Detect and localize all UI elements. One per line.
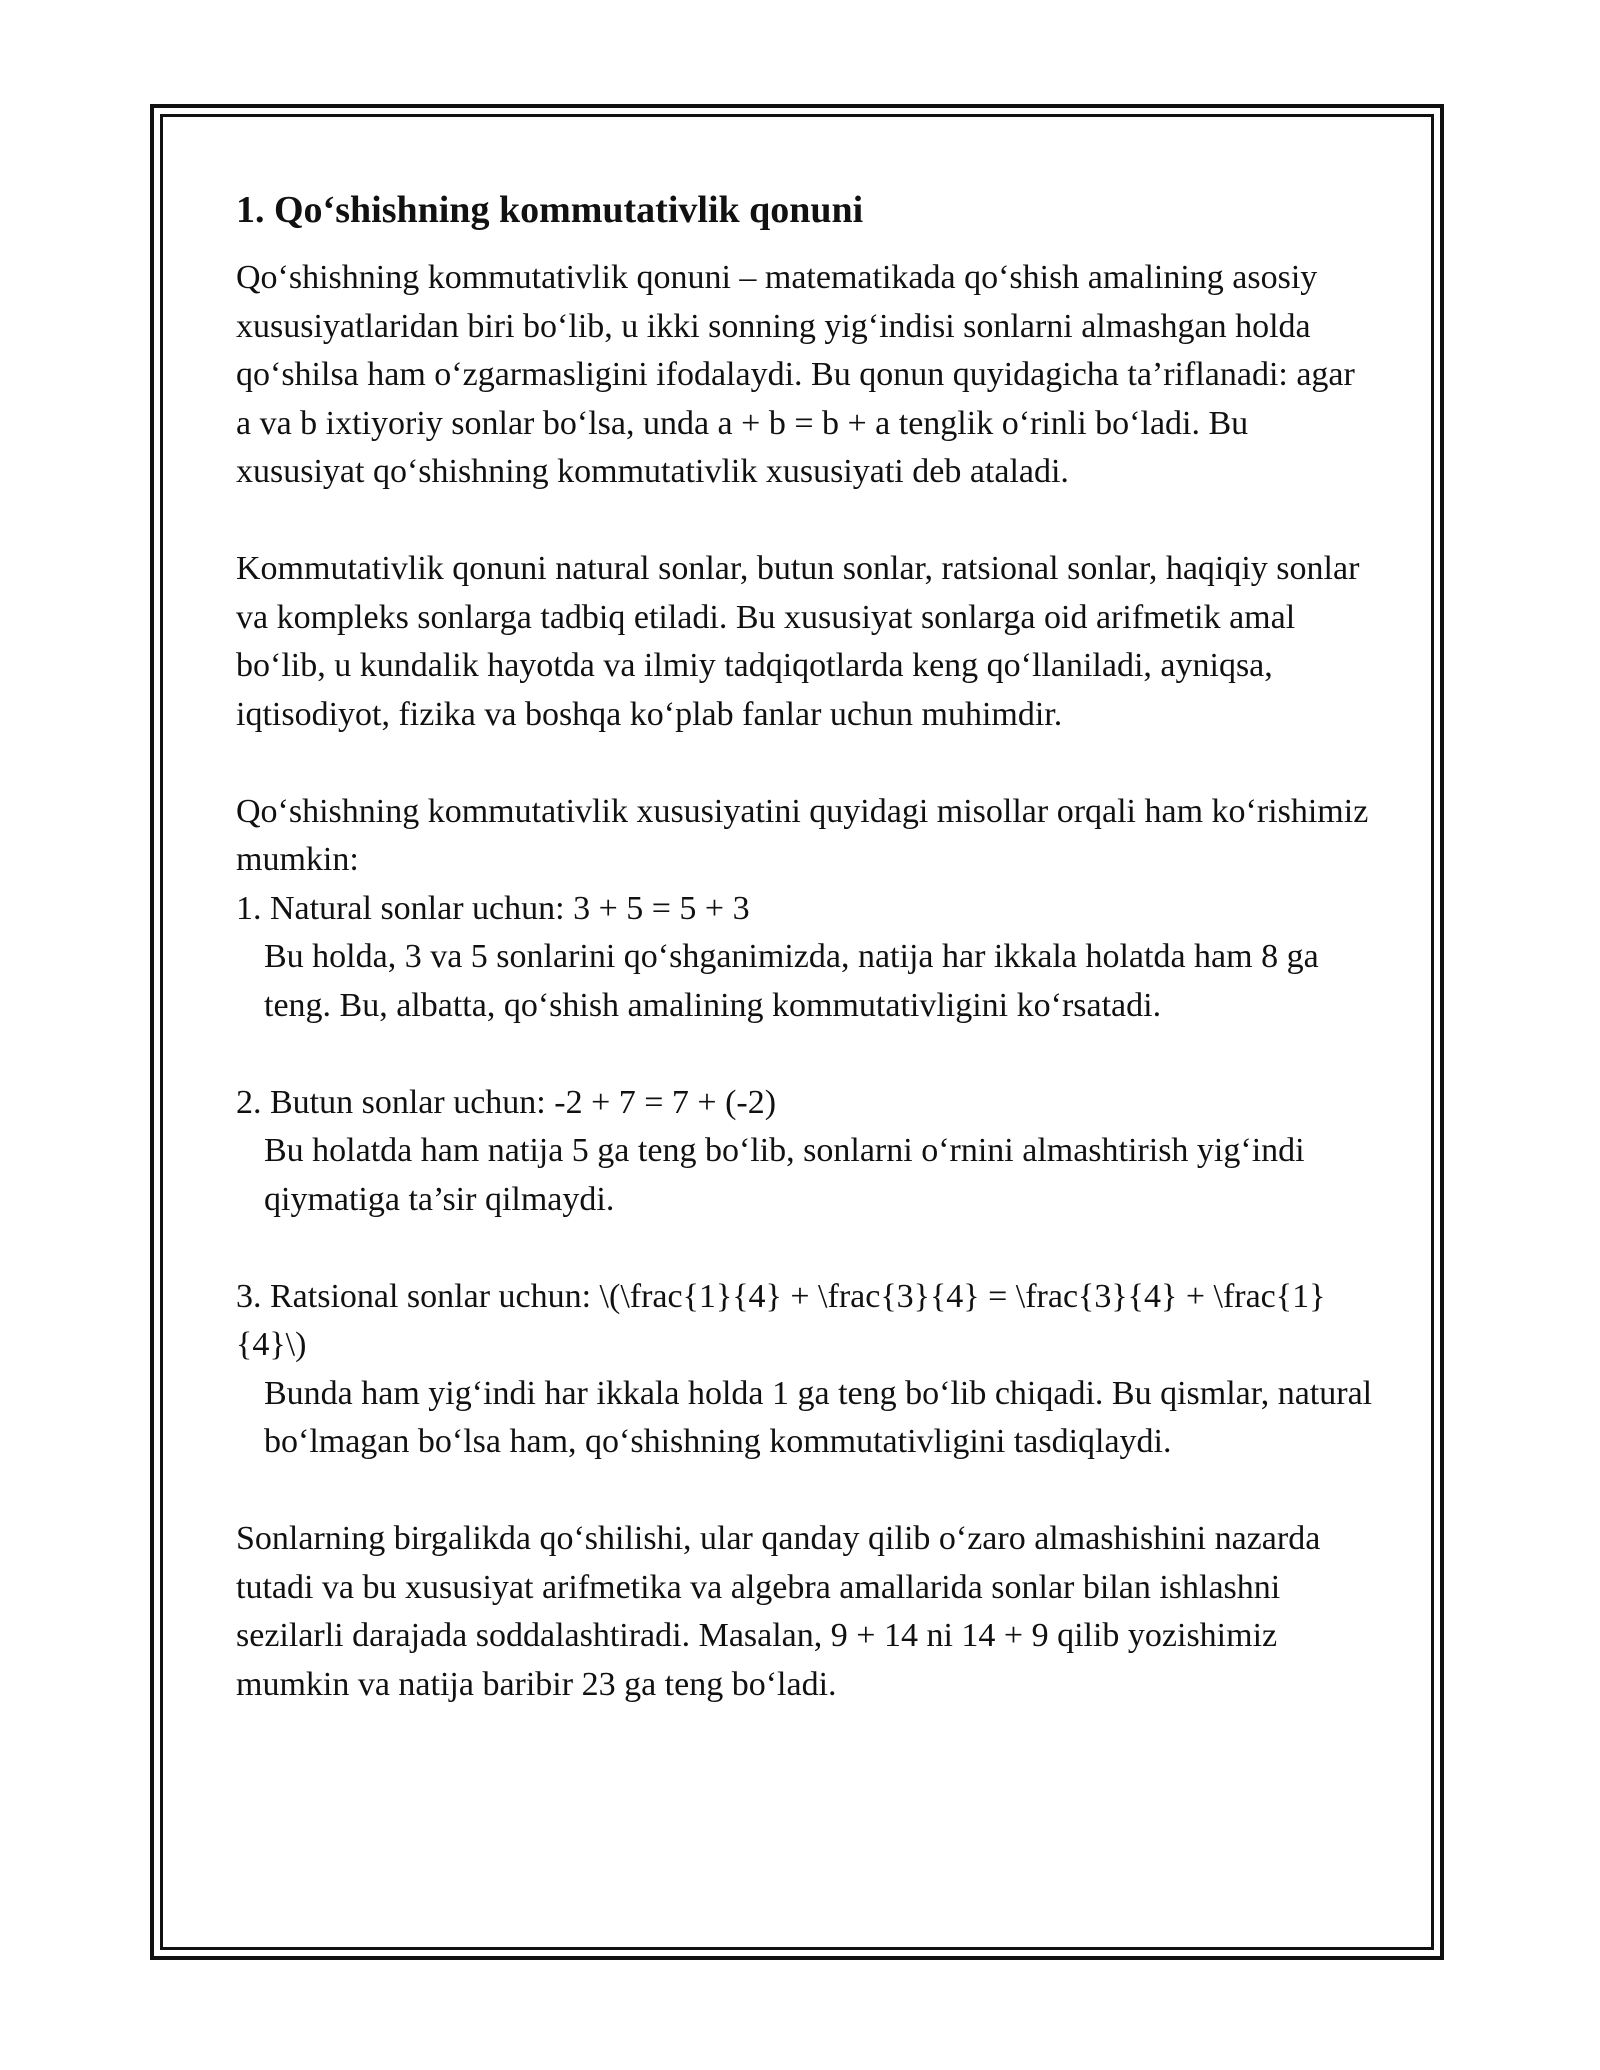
paragraph-spacer	[236, 1224, 1376, 1273]
document-body	[236, 186, 1376, 1709]
paragraph-examples-intro: Qo‘shishning kommutativlik xususiyatini quyidagi misollar orqali ham ko‘rishimiz mumkin:	[236, 792, 1369, 878]
example-1-text: Bu holda, 3 va 5 sonlarini qo‘shganimizda, natija har ikkala holatda ham 8 ga teng. Bu, albatta, qo‘shish amalining kommutativligini ko‘rsatadi.	[264, 938, 1319, 1024]
example-1-title: 1. Natural sonlar uchun: 3 + 5 = 5 + 3	[236, 889, 750, 927]
paragraph-application: Kommutativlik qonuni natural sonlar, butun sonlar, ratsional sonlar, haqiqiy sonlar va kompleks sonlarga tadbiq etiladi. Bu xususiyat sonlarga oid arifmetik amal bo‘lib, u kundalik hayotda va ilmiy tadqiqotlarda keng qo‘llaniladi, ayniqsa, iqtisodiyot, fizika va boshqa ko‘plab fanlar uchun muhimdir.	[236, 550, 1360, 733]
example-3-title: 3. Ratsional sonlar uchun: \(\frac{1}{4} + \frac{3}{4} = \frac{3}{4} + \frac{1}{4}\)	[236, 1277, 1326, 1363]
paragraph-spacer	[236, 1467, 1376, 1516]
paragraph-spacer	[236, 739, 1376, 788]
paragraph-conclusion: Sonlarning birgalikda qo‘shilishi, ular qanday qilib o‘zaro almashishini nazarda tutadi va bu xususiyat arifmetika va algebra amallarida sonlar bilan ishlashni sezilarli darajada soddalashtiradi. Masalan, 9 + 14 ni 14 + 9 qilib yozishimiz mumkin va natija baribir 23 ga teng bo‘ladi.	[236, 1520, 1321, 1703]
example-3-text: Bunda ham yig‘indi har ikkala holda 1 ga teng bo‘lib chiqadi. Bu qismlar, natural bo‘lmagan bo‘lsa ham, qo‘shishning kommutativligini tasdiqlaydi.	[264, 1374, 1373, 1460]
paragraph-spacer	[236, 497, 1376, 546]
paragraph-definition: Qo‘shishning kommutativlik qonuni – matematikada qo‘shish amalining asosiy xususiyatlaridan biri bo‘lib, u ikki sonning yig‘indisi sonlarni almashgan holda qo‘shilsa ham o‘zgarmasligini ifodalaydi. Bu qonun quyidagicha ta’riflanadi: agar a va b ixtiyoriy sonlar bo‘lsa, unda a + b = b + a tenglik o‘rinli bo‘ladi. Bu xususiyat qo‘shishning kommutativlik xususiyati deb ataladi.	[236, 259, 1355, 490]
example-2-text: Bu holatda ham natija 5 ga teng bo‘lib, sonlarni o‘rnini almashtirish yig‘indi qiymatiga ta’sir qilmaydi.	[264, 1132, 1305, 1218]
section-heading: 1. Qo‘shishning kommutativlik qonuni	[236, 189, 864, 231]
paragraph-spacer	[236, 1030, 1376, 1079]
example-2-title: 2. Butun sonlar uchun: -2 + 7 = 7 + (-2)	[236, 1083, 777, 1121]
